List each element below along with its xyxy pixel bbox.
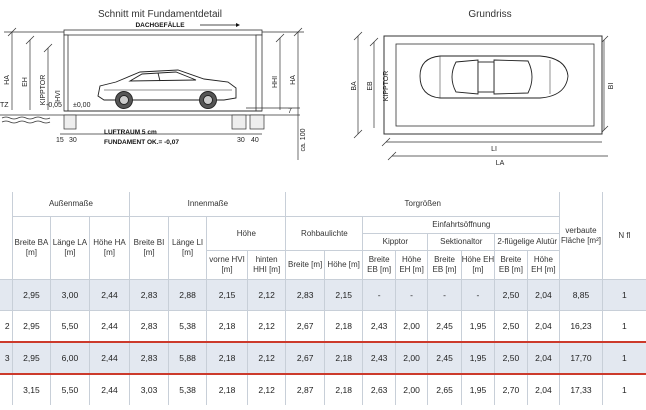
plan-label-la: LA	[495, 160, 505, 167]
cell: 2,63	[363, 374, 395, 405]
table-row	[0, 311, 646, 343]
col-breite-bi: Breite BI [m]	[130, 217, 169, 280]
header-alutuer: 2-flügelige Alutür	[495, 234, 560, 251]
dim-bottom-30a: 30	[69, 137, 77, 144]
cell: 2,95	[12, 280, 51, 311]
cell: -	[363, 280, 395, 311]
cell: 5,50	[51, 374, 90, 405]
cell: 2,50	[495, 311, 527, 343]
cell: 3,03	[130, 374, 169, 405]
plan-title: Grundriss	[468, 9, 512, 20]
col-rb-hoehe: Höhe [m]	[324, 251, 363, 280]
cell: 1,95	[461, 342, 494, 374]
col-hoehe-ha: Höhe HA [m]	[89, 217, 130, 280]
tz-label: TZ	[0, 102, 9, 109]
cell: 2,44	[89, 374, 130, 405]
cell: 2,15	[324, 280, 363, 311]
col-kt-breite: Breite EB [m]	[363, 251, 395, 280]
cell: 1	[602, 342, 646, 374]
cell: 1	[602, 311, 646, 343]
cell: 17,33	[560, 374, 603, 405]
header-verbaute-flaeche: verbaute Fläche [m²]	[560, 192, 603, 280]
cell: 5,38	[168, 311, 207, 343]
cell: 2,12	[247, 280, 286, 311]
roof-slope-label: DACHGEFÄLLE	[135, 22, 185, 29]
col-st-breite: Breite EB [m]	[428, 251, 461, 280]
note-air-gap: LUFTRAUM 5 cm	[104, 129, 157, 136]
dim-label-kipptor: KIPPTOR	[40, 74, 47, 106]
col-rb-breite: Breite [m]	[286, 251, 325, 280]
col-at-hoehe: Höhe EH [m]	[527, 251, 560, 280]
cell: -	[428, 280, 461, 311]
cell: 2,67	[286, 311, 325, 343]
header-edge: N fl	[602, 192, 646, 280]
col-vorne-hvi: vorne HVI [m]	[207, 251, 248, 280]
dim-bottom-40: 40	[251, 137, 259, 144]
cell: 2,83	[286, 280, 325, 311]
level-left: -0,05	[46, 102, 62, 109]
cell: 2,70	[495, 374, 527, 405]
cell: 2,95	[12, 311, 51, 343]
cell: 17,70	[560, 342, 603, 374]
cell: 2,44	[89, 311, 130, 343]
cell: -	[395, 280, 427, 311]
cell: 2,87	[286, 374, 325, 405]
plan-label-eb: EB	[367, 81, 374, 91]
col-breite-ba: Breite BA [m]	[12, 217, 51, 280]
cell: 2,00	[395, 342, 427, 374]
garage-dimensions-table	[0, 192, 631, 410]
car-top-view	[420, 56, 568, 98]
cell: 2,45	[428, 311, 461, 343]
level-zero: ±0,00	[73, 102, 91, 109]
cell: 2,18	[207, 342, 248, 374]
col-laenge-la: Länge LA [m]	[51, 217, 90, 280]
header-hoehe: Höhe	[207, 217, 286, 251]
cell: 3,15	[12, 374, 51, 405]
car-side-view	[98, 70, 236, 109]
col-st-hoehe: Höhe EH [m]	[461, 251, 494, 280]
cell: 2,44	[89, 280, 130, 311]
section-title: Schnitt mit Fundamentdetail	[98, 9, 222, 20]
dim-label-ha-right: HA	[290, 75, 297, 85]
cell: 2,04	[527, 342, 560, 374]
dim-label-hvi: HVI	[55, 90, 62, 102]
cell: 2,04	[527, 280, 560, 311]
cell: 2,12	[247, 374, 286, 405]
row-label: 2	[0, 311, 12, 343]
cell: 2,00	[395, 374, 427, 405]
cell: 1,95	[461, 311, 494, 343]
header-innenmasse: Innenmaße	[130, 192, 286, 217]
row-label: 3	[0, 342, 12, 374]
dim-label-hhi: HHI	[272, 75, 279, 89]
cell: 2,04	[527, 311, 560, 343]
technical-drawings	[0, 0, 620, 192]
header-einfahrtsoeffnung: Einfahrtsöffnung	[363, 217, 560, 234]
cell: 1	[602, 280, 646, 311]
col-kt-hoehe: Höhe EH [m]	[395, 251, 427, 280]
table-row	[0, 280, 646, 311]
cell: 5,50	[51, 311, 90, 343]
cell: 3,00	[51, 280, 90, 311]
cell: 2,83	[130, 280, 169, 311]
cell: 2,04	[527, 374, 560, 405]
cell: 2,95	[12, 342, 51, 374]
plan-label-ba: BA	[351, 81, 358, 91]
row-label	[0, 280, 12, 311]
cell: 2,00	[395, 311, 427, 343]
cell: 2,12	[247, 311, 286, 343]
cell: 2,88	[168, 280, 207, 311]
cell: 16,23	[560, 311, 603, 343]
cell: 2,45	[428, 342, 461, 374]
plan-label-kipptor: KIPPTOR	[383, 70, 390, 102]
cell: 2,44	[89, 342, 130, 374]
cell: 2,50	[495, 342, 527, 374]
cell: 2,50	[495, 280, 527, 311]
cell: 2,18	[207, 311, 248, 343]
header-rohbaulichte: Rohbaulichte	[286, 217, 363, 251]
cell: 2,83	[130, 311, 169, 343]
row-label	[0, 374, 12, 405]
header-aussenmasse: Außenmaße	[12, 192, 130, 217]
col-hinten-hhi: hinten HHI [m]	[247, 251, 286, 280]
cell: 2,67	[286, 342, 325, 374]
cell: 2,15	[207, 280, 248, 311]
cell: 5,88	[168, 342, 207, 374]
header-sektionaltor: Sektionaltor	[428, 234, 495, 251]
cell: 2,18	[207, 374, 248, 405]
table-row	[0, 374, 646, 405]
dim-7: 7	[288, 108, 292, 115]
col-at-breite: Breite EB [m]	[495, 251, 527, 280]
cell: 1	[602, 374, 646, 405]
dim-label-ha-left: HA	[4, 75, 11, 85]
cell: -	[461, 280, 494, 311]
cell: 5,38	[168, 374, 207, 405]
cell: 1,95	[461, 374, 494, 405]
header-kipptor: Kipptor	[363, 234, 428, 251]
cell: 2,43	[363, 311, 395, 343]
cell: 6,00	[51, 342, 90, 374]
cell: 2,18	[324, 374, 363, 405]
dim-label-eh: EH	[22, 77, 29, 87]
cell: 2,18	[324, 342, 363, 374]
plan-label-li: LI	[491, 146, 497, 153]
cell: 2,83	[130, 342, 169, 374]
cell: 2,12	[247, 342, 286, 374]
cell: 2,43	[363, 342, 395, 374]
dim-bottom-30b: 30	[237, 137, 245, 144]
header-torgroessen: Torgrößen	[286, 192, 560, 217]
cell: 2,65	[428, 374, 461, 405]
col-laenge-li: Länge LI [m]	[168, 217, 207, 280]
dim-bottom-15: 15	[56, 137, 64, 144]
note-foundation: FUNDAMENT OK.= -0,07	[104, 139, 179, 146]
plan-label-bi: BI	[608, 82, 615, 90]
dim-ca100: ca. 100	[300, 128, 307, 152]
cell: 2,18	[324, 311, 363, 343]
cell: 8,85	[560, 280, 603, 311]
table-row-highlighted	[0, 342, 646, 374]
